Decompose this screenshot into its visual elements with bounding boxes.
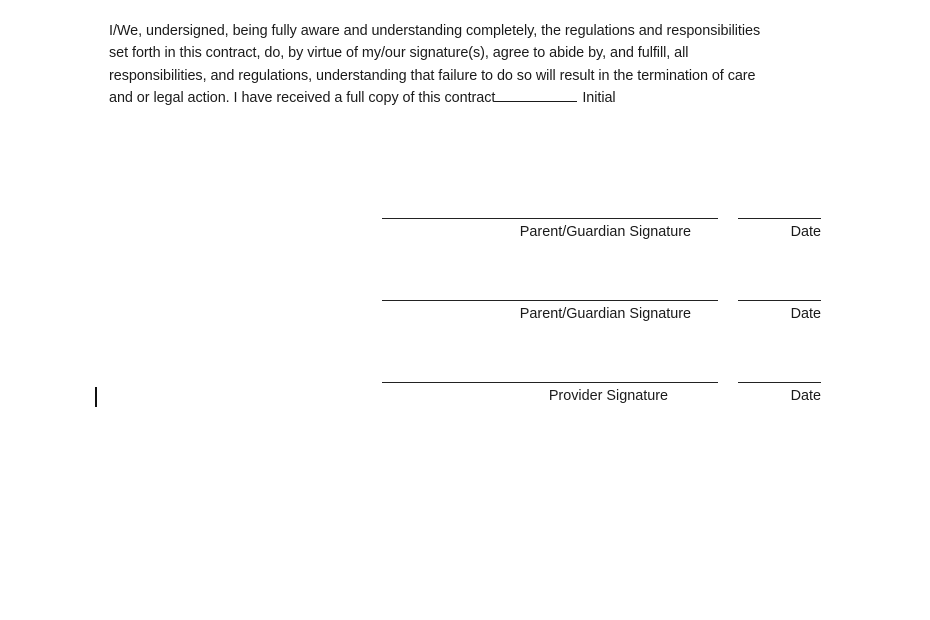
initial-blank-field[interactable]	[495, 87, 577, 102]
signature-label: Parent/Guardian Signature	[519, 306, 691, 322]
date-line[interactable]	[738, 218, 821, 219]
signature-line[interactable]	[382, 382, 718, 383]
provider-signature-block	[382, 382, 822, 412]
agreement-line-4	[109, 87, 829, 109]
date-label: Date	[790, 388, 821, 404]
signature-label: Provider Signature	[548, 388, 668, 404]
parent-guardian-signature-block-1	[382, 218, 822, 248]
agreement-line-4-text: and or legal action. I have received a full copy of this contract	[109, 90, 496, 107]
initial-label: Initial	[582, 90, 616, 107]
signature-line[interactable]	[382, 300, 718, 301]
date-label: Date	[790, 224, 821, 240]
agreement-line-3: responsibilities, and regulations, understanding that failure to do so will result in the termination of care	[109, 67, 756, 84]
agreement-line-1: I/We, undersigned, being fully aware and understanding completely, the regulations and responsibilities	[109, 23, 761, 39]
signature-line[interactable]	[382, 218, 718, 219]
text-cursor	[95, 387, 97, 407]
date-label: Date	[790, 306, 821, 322]
signature-label: Parent/Guardian Signature	[519, 224, 691, 240]
agreement-paragraph	[109, 20, 829, 110]
date-line[interactable]	[738, 382, 821, 383]
agreement-line-2: set forth in this contract, do, by virtue of my/our signature(s), agree to abide by, and fulfill, all	[109, 45, 689, 62]
parent-guardian-signature-block-2	[382, 300, 822, 330]
date-line[interactable]	[738, 300, 821, 301]
